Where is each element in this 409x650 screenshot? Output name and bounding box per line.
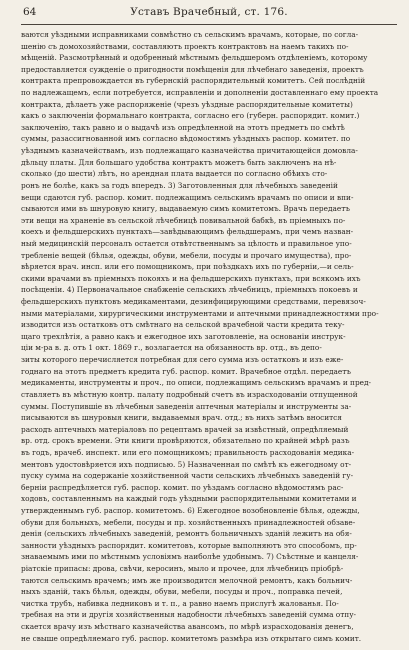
text-line: дѣльцу платы. Для большаго удобства контрактъ можетъ быть заключенъ на нѣ- xyxy=(21,157,337,167)
text-line: какъ о заключеніи формальнаго контракта, согласно его (губерн. распорядит. комит.) xyxy=(21,111,360,121)
text-line: ный медицинскій персоналъ остается отвѣтственнымъ за цѣлость и правильное упо- xyxy=(21,238,352,248)
text-line: ставляетъ въ мѣстную контр. палату подробный счетъ въ израсходованіи отпущенной xyxy=(21,389,358,399)
text-line: вещи сдаются губ. распор. комит. подлежащимъ сельскимъ врачамъ по описи и впи- xyxy=(21,192,354,202)
text-line: требная на эти и другія хозяйственныя надобности лѣчебныхъ заведеній сумма отпу- xyxy=(21,610,356,620)
text-line: заключенію, такъ равно и о выдачѣ изъ опредѣленной на этотъ предметъ по смѣтѣ xyxy=(21,122,345,132)
body-text xyxy=(21,29,397,644)
text-line: щаго трехлѣтія, а равно какъ и ежегодное ихъ заготовленіе, на основаніи инструк- xyxy=(21,331,346,341)
page-header xyxy=(21,6,397,19)
text-line: расходъ аптечныхъ матеріаловъ по рецептамъ врачей за извѣстный, опредѣляемый xyxy=(21,424,349,434)
text-line: въ годъ, врачеб. инспект. или его помощникомъ; правильность расходованія медика- xyxy=(21,447,355,457)
text-line: знаваемымъ ими по мѣстнымъ условіямъ наиболѣе удобнымъ. 7) Съѣстные и канцеля- xyxy=(21,552,359,562)
text-line: уѣзднымъ казначействамъ, изъ подлежащаго казначейства причитающейся домовла- xyxy=(21,146,358,156)
text-line: фельдшерскихъ пунктовъ медикаментами, дезинфицирующими средствами, перевязоч- xyxy=(21,297,366,307)
text-line: обуви для больныхъ, мебели, посуды и пр. хозяйственныхъ принадлежностей обзаве- xyxy=(21,517,356,527)
text-line: предоставляется сужденіе о пригодности помѣщенія для лѣчебнаго заведенія, проектъ xyxy=(21,64,364,74)
running-title: Уставъ Врачебный, ст. 176. xyxy=(130,6,288,18)
text-line: ціи м-ра в. д. отъ 1 окт. 1869 г., возлагается на обязанность вр. отд., въ депо- xyxy=(21,343,322,353)
text-line: утвержденнымъ губ. распор. комитетомъ. 6) Ежегодное возобновленіе бѣлья, одежды, xyxy=(21,505,360,515)
text-line: ными матеріалами, хирургическими инструментами и аптечными принадлежностями про- xyxy=(21,308,379,318)
text-line: чистка трубъ, набивка ледниковъ и т. п., а равно наемъ прислугѣ жалованья. По- xyxy=(21,598,339,608)
header-rule xyxy=(21,24,397,25)
text-line: коехъ и фельдшерскихъ пунктахъ—завѣдывающимъ фельдшерамъ, при чемъ назван- xyxy=(21,227,354,237)
text-line: изводится изъ остатковъ отъ смѣтнаго на сельской врачебной части кредита теку- xyxy=(21,320,345,330)
text-line: таются сельскимъ врачемъ; имъ же производится мелочной ремонтъ, какъ больнич- xyxy=(21,575,353,585)
text-line: скается врачу изъ мѣстнаго казначейства авансомъ, по мѣрѣ израсходованія денегъ, xyxy=(21,622,354,632)
text-line: требленіе вещей (бѣлья, одежды, обуви, мебели, посуды и прочаго имущества), про- xyxy=(21,250,352,260)
text-line: ментовъ удостовѣряется ихъ подписью. 5) Назначенная по смѣтѣ къ ежегодному от- xyxy=(21,459,352,469)
text-line: занности уѣздныхъ распорядит. комитетовъ, которые выполняютъ это способомъ, пр- xyxy=(21,540,357,550)
text-line: эти вещи на храненіе въ сельской лѣчебницѣ повивальной бабкѣ, въ пріемныхъ по- xyxy=(21,215,346,225)
text-line: скими врачами въ пріемныхъ покояхъ и на фельдшерскихъ пунктахъ, при всякомъ ихъ xyxy=(21,273,361,283)
text-line: денія (сельскихъ лѣчебныхъ заведеній, ремонтъ больничныхъ зданій лежитъ на обя- xyxy=(21,529,352,539)
text-line: шенію съ домохозяйствами, составляютъ проектъ контрактовъ на наемъ такихъ по- xyxy=(21,41,349,51)
text-line: посѣщеніи. 4) Первоначальное снабженіе сельскихъ лѣчебницъ, пріемныхъ покоевъ и xyxy=(21,285,358,295)
text-line: ходовъ, составленнымъ на каждый годъ уѣздными распорядительными комитетами и xyxy=(21,494,357,504)
text-line: пуску сумма на содержаніе хозяйственной части сельскихъ лѣчебныхъ заведеній гу- xyxy=(21,471,354,481)
text-line: суммы. Поступившіе въ лѣчебныя заведенія аптечныя матеріалы и инструменты за- xyxy=(21,401,352,411)
text-line: ныхъ зданій, такъ бѣлья, одежды, обуви, мебели, посуды и проч., поправка печей, xyxy=(21,587,343,597)
text-line: контракта, дѣлаетъ уже распоряженіе (чрезъ уѣздные распорядительные комитеты) xyxy=(21,99,353,109)
text-line: вр. отд. срокъ времени. Эти книги провѣряются, обязательно по крайней мѣрѣ разъ xyxy=(21,436,350,446)
text-line: берніи распредѣляется губ. распор. комит. по уѣздамъ согласно вѣдомостямъ рас- xyxy=(21,482,344,492)
text-line: по надлежащемъ, если потребуется, исправленіи и дополненіи доставленнаго ему проекта xyxy=(21,88,379,98)
text-line: ваются уѣздными исправниками совмѣстно съ сельскимъ врачамъ, которые, по согла- xyxy=(21,30,359,39)
text-line: вѣряется врач. инсп. или его помощникомъ, при поѣздкахъ ихъ по губерніи,—и сель- xyxy=(21,262,354,272)
text-line: сываются ими въ шнуровую книгу, выдаваемую симъ комитетомъ. Врачъ передаетъ xyxy=(21,204,350,214)
text-line: зиты которого перечисляется потребная для сего сумма изъ остатковъ и изъ еже- xyxy=(21,355,344,365)
text-line: писываются въ шнуровыя книги, выдаваемыя врач. отд.; въ нихъ затѣмъ вносится xyxy=(21,413,342,423)
text-line: годнаго на этотъ предметъ кредита губ. распор. комит. Врачебное отдѣл. передаетъ xyxy=(21,366,351,376)
text-line: мѣщеній. Разсмотрѣнный и одобренный мѣстнымъ фельдшеромъ отдѣленіемъ, которому xyxy=(21,53,368,63)
text-line: медикаменты, инструменты и проч., по описи, подлежащимъ сельскимъ врачамъ и пред- xyxy=(21,378,371,388)
text-line: ріатскіе припасы: дрова, свѣчи, керосинъ, мыло и прочее, для лѣчебницъ пріобрѣ- xyxy=(21,564,344,574)
text-line: сколько (до шести) лѣтъ, но арендная плата выдается по согласно обѣихъ сто- xyxy=(21,169,328,179)
page-number: 64 xyxy=(23,6,37,18)
text-line: ронъ не болѣе, какъ за годъ впередъ. 3) Заготовленныя для лѣчебныхъ заведеній xyxy=(21,180,338,190)
text-line: контракта препровождается въ губернскій распорядительный комитетъ. Сей послѣдній xyxy=(21,76,366,86)
text-line: суммы, разассигнованной имъ согласно вѣдомостямъ уѣздныхъ распор. комитет. по xyxy=(21,134,351,144)
text-line: не свыше опредѣляемаго губ. распор. комитетомъ размѣра изъ открытаго симъ комит. xyxy=(21,633,362,643)
